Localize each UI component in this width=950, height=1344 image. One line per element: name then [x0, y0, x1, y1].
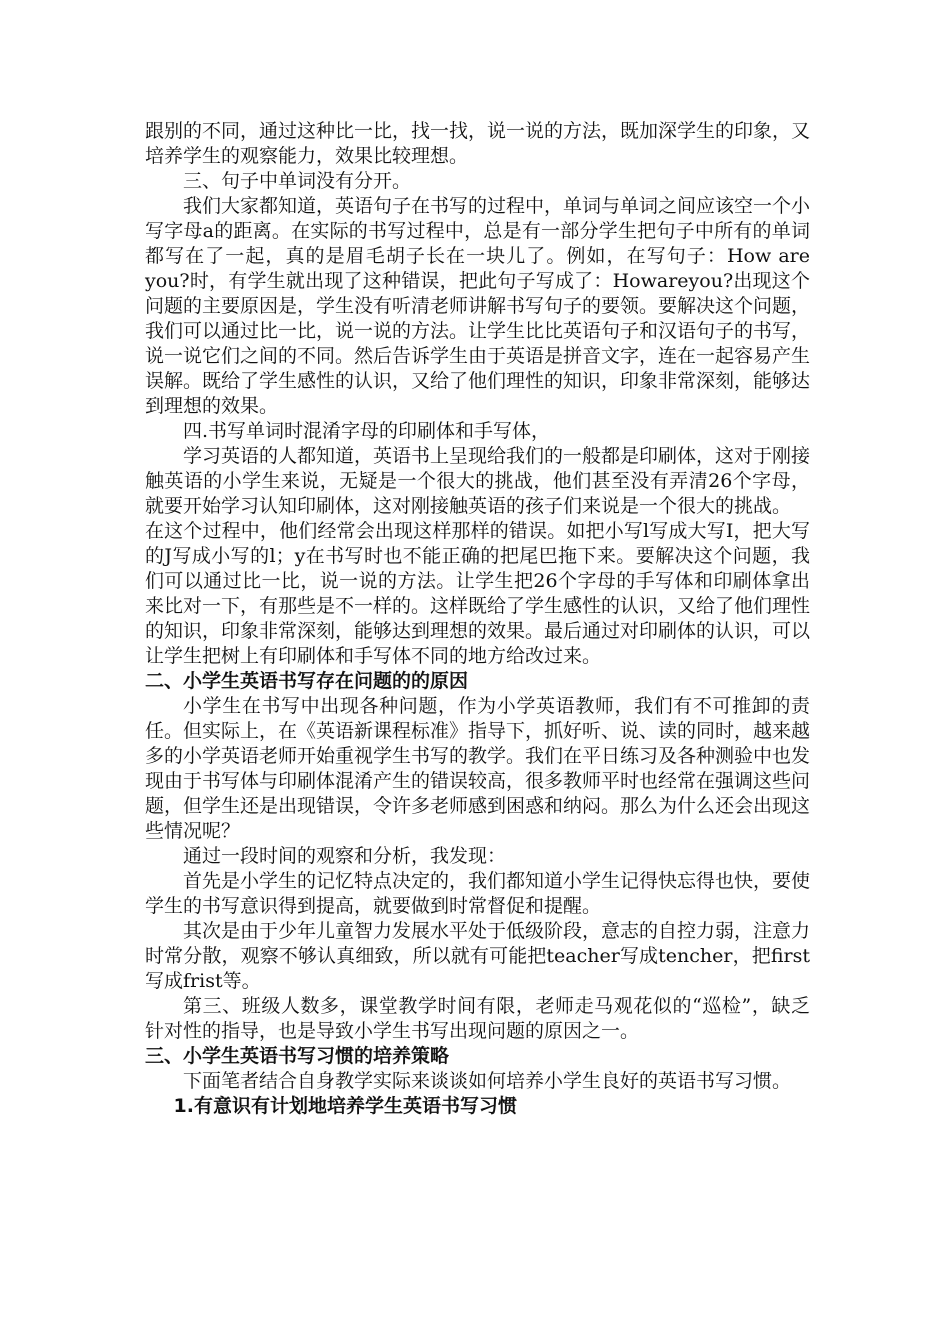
paragraph-observation: 通过一段时间的观察和分析，我发现： — [183, 845, 507, 867]
subheading-three: 三、句子中单词没有分开。 — [183, 170, 412, 192]
paragraph-errors: 在这个过程中，他们经常会出现这样那样的错误。如把小写l写成大写I，把大写的J写成小写的l；y在书写时也不能正确的把尾巴拖下来。要解决这个问题，我们可以通过比一比，说一说的方法。让学生把26个字母的手写体和印刷体拿出来比对一下，有那些是不一样的。这样既给了学生感性的认识，又给了他们理性的知识，印象非常深刻，能够达到理想的效果。最后通过对印刷体的认识，可以让学生把树上有印刷体和手写体不同的地方给改过来。 — [145, 520, 811, 667]
document-page — [145, 119, 810, 1119]
paragraph-word-spacing: 我们大家都知道，英语句子在书写的过程中，单词与单词之间应该空一个小写字母a的距离。在实际的书写过程中，总是有一部分学生把句子中所有的单词都写在了一起，真的是眉毛胡子长在一块儿了。例如，在写句子：How are you?时，有学生就出现了这种错误，把此句子写成了：Howareyou?出现这个问题的主要原因是，学生没有听清老师讲解书写句子的要领。要解决这个问题，我们可以通过比一比，说一说的方法。让学生比比英语句子和汉语句子的书写，说一说它们之间的不同。然后告诉学生由于英语是拼音文字，连在一起容易产生误解。既给了学生感性的认识，又给了他们理性的知识，印象非常深刻，能够达到理想的效果。 — [145, 195, 811, 417]
paragraph-print-script: 学习英语的人都知道，英语书上呈现给我们的一般都是印刷体，这对于刚接触英语的小学生来说，无疑是一个很大的挑战，他们甚至没有弄清26个字母，就要开始学习认知印刷体，这对刚接触英语的孩子们来说是一个很大的挑战。 — [145, 445, 811, 517]
subheading-strategy-one: 1.有意识有计划地培养学生英语书写习惯 — [173, 1095, 517, 1117]
paragraph-continuation: 跟别的不同，通过这种比一比，找一找，说一说的方法，既加深学生的印象，又培养学生的观察能力，效果比较理想。 — [145, 120, 811, 167]
paragraph-second-cause: 其次是由于少年儿童智力发展水平处于低级阶段，意志的自控力弱，注意力时常分散，观察不够认真细致，所以就有可能把teacher写成tencher，把first写成frist等。 — [145, 920, 811, 992]
section-heading-causes: 二、小学生英语书写存在问题的的原因 — [145, 670, 469, 692]
paragraph-third-cause: 第三、班级人数多，课堂教学时间有限，老师走马观花似的“巡检”，缺乏针对性的指导，也是导致小学生书写出现问题的原因之一。 — [145, 995, 810, 1042]
section-heading-strategies: 三、小学生英语书写习惯的培养策略 — [145, 1045, 450, 1067]
subheading-four: 四.书写单词时混淆字母的印刷体和手写体， — [183, 420, 551, 442]
paragraph-intro-strategies: 下面笔者结合自身教学实际来谈谈如何培养小学生良好的英语书写习惯。 — [183, 1070, 792, 1092]
paragraph-responsibility: 小学生在书写中出现各种问题，作为小学英语教师，我们有不可推卸的责任。但实际上，在《英语新课程标准》指导下，抓好听、说、读的同时，越来越多的小学英语老师开始重视学生书写的教学。我们在平日练习及各种测验中也发现由于书写体与印刷体混淆产生的错误较高，很多教师平时也经常在强调这些问题，但学生还是出现错误，令许多老师感到困惑和纳闷。那么为什么还会出现这些情况呢？ — [145, 695, 811, 842]
paragraph-first-cause: 首先是小学生的记忆特点决定的，我们都知道小学生记得快忘得也快，要使学生的书写意识得到提高，就要做到时常督促和提醒。 — [145, 870, 811, 917]
